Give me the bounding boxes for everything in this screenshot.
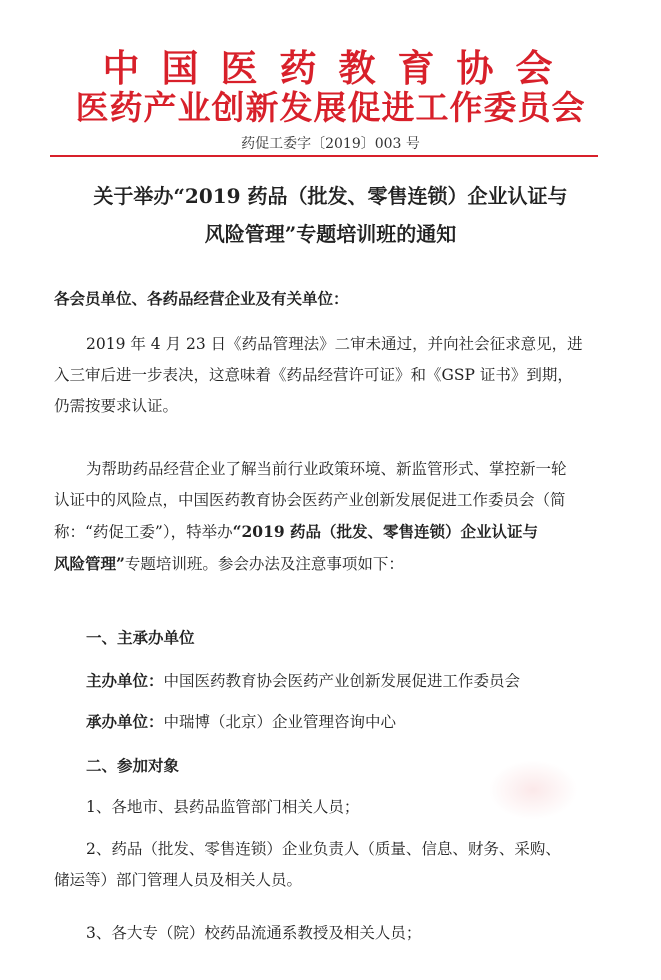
organizer-unit-line [54,706,614,738]
target-item-2-line-1: 2、药品（批发、零售连锁）企业负责人（质量、信息、财务、采购、 [86,840,561,858]
paragraph-2-line-1: 为帮助药品经营企业了解当前行业政策环境、新监管形式、掌控新一轮 [86,460,567,478]
host-unit-value: 中国医药教育协会医药产业创新发展促进工作委员会 [163,672,521,690]
paragraph-2-line-4 [54,548,614,580]
paragraph-2-line-4a: 风险管理” [54,554,125,573]
target-item-3 [54,918,614,949]
organizer-unit-label: 承办单位： [86,712,164,731]
notice-title-line1: 关于举办“2019 药品（批发、零售连锁）企业认证与 [93,184,568,208]
section-2-heading: 二、参加对象 [86,756,180,775]
target-item-2-line-2: 储运等）部门管理人员及相关人员。 [54,871,303,889]
paragraph-2-line-3 [54,516,614,548]
paragraph-1-line-1: 2019 年 4 月 23 日《药品管理法》二审未通过，并向社会征求意见，进 [86,335,583,353]
paragraph-2 [54,454,614,580]
document-number: 药促工委字〔2019〕003 号 [241,136,420,152]
salutation-text: 各会员单位、各药品经营企业及有关单位： [54,289,349,308]
org-name-line2: 医药产业创新发展促进工作委员会 [75,88,586,127]
paragraph-1 [54,329,614,422]
target-item-3-text: 3、各大专（院）校药品流通系教授及相关人员； [86,924,422,942]
org-name-line1: 中国医药教育协会 [102,46,575,90]
salutation [54,283,614,314]
host-unit [54,665,614,697]
paragraph-2-line-4b: 专题培训班。参会办法及注意事项如下： [124,555,404,573]
paragraph-2-line-3b: “2019 药品（批发、零售连锁）企业认证与 [232,522,539,541]
header-divider [50,155,598,157]
section-1-heading: 一、主承办单位 [86,628,195,647]
organizer-unit-value: 中瑞博（北京）企业管理咨询中心 [163,713,397,731]
paragraph-2-line-3a: 称：“药促工委”），特举办 [54,523,233,541]
section-1 [54,622,614,653]
seal-bleed-mark [488,760,578,820]
target-item-1-text: 1、各地市、县药品监管部门相关人员； [86,798,360,816]
paragraph-1-line-2: 入三审后进一步表决，这意味着《药品经营许可证》和《GSP 证书》到期， [54,366,573,384]
organizer-unit [54,706,614,738]
paragraph-1-line-3: 仍需按要求认证。 [54,397,179,415]
paragraph-2-line-2: 认证中的风险点，中国医药教育协会医药产业创新发展促进工作委员会（简 [54,491,566,509]
target-item-2 [54,834,614,896]
host-unit-line [54,665,614,697]
notice-title-line2: 风险管理”专题培训班的通知 [204,222,457,246]
host-unit-label: 主办单位： [86,671,164,690]
